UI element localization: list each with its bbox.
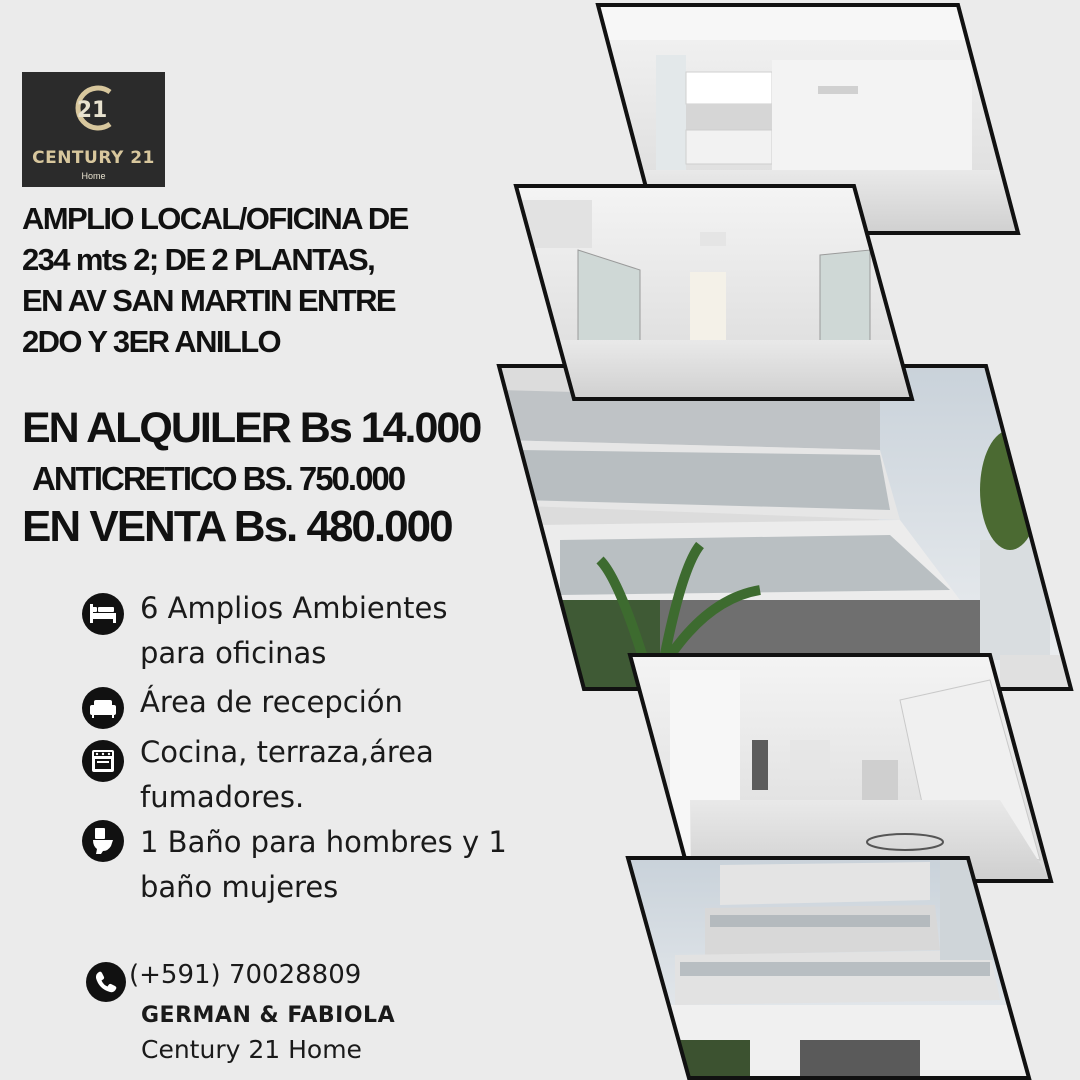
century21-seal-icon	[22, 78, 165, 138]
phone-number[interactable]: (+591) 70028809	[129, 960, 362, 990]
feature-banos	[82, 820, 582, 912]
photo-facade-small	[628, 858, 1040, 1080]
agency-name: Century 21 Home	[141, 1035, 362, 1064]
brand-sub: Home	[81, 171, 106, 181]
feature-line: Cocina, terraza,área	[140, 735, 434, 769]
agent-names: GERMAN & FABIOLA	[141, 1003, 396, 1028]
anticretico-price: ANTICRETICO BS. 750.000	[32, 460, 405, 497]
bed-icon	[82, 593, 124, 635]
rent-price: EN ALQUILER Bs 14.000	[22, 404, 481, 452]
feature-line: baño mujeres	[140, 870, 339, 904]
photo-facade-large	[499, 366, 1079, 696]
photo-corridor	[516, 186, 916, 401]
feature-line: 6 Amplios Ambientes	[140, 591, 448, 625]
feature-cocina	[82, 730, 582, 822]
stove-icon	[82, 740, 124, 782]
feature-ambientes	[82, 586, 582, 678]
headline-line-4: 2DO Y 3ER ANILLO	[22, 324, 281, 359]
headline-line-2: 234 mts 2; DE 2 PLANTAS,	[22, 242, 375, 277]
toilet-icon	[82, 820, 124, 862]
photo-kitchen	[598, 5, 1018, 235]
photo-open-office	[630, 655, 1060, 885]
feature-line: Área de recepción	[140, 685, 403, 719]
headline-line-3: EN AV SAN MARTIN ENTRE	[22, 283, 395, 318]
sofa-icon	[82, 687, 124, 729]
headline-line-1: AMPLIO LOCAL/OFICINA DE	[22, 201, 408, 236]
listing-headline	[22, 198, 512, 362]
seal-number: 21	[76, 98, 108, 123]
feature-line: fumadores.	[140, 780, 305, 814]
sale-price: EN VENTA Bs. 480.000	[22, 502, 452, 551]
feature-recepcion	[82, 680, 582, 726]
phone-icon	[86, 962, 126, 1002]
feature-line: para oficinas	[140, 636, 327, 670]
feature-line: 1 Baño para hombres y 1	[140, 825, 507, 859]
brand-name: CENTURY 21	[32, 148, 155, 168]
century21-logo	[22, 72, 165, 187]
